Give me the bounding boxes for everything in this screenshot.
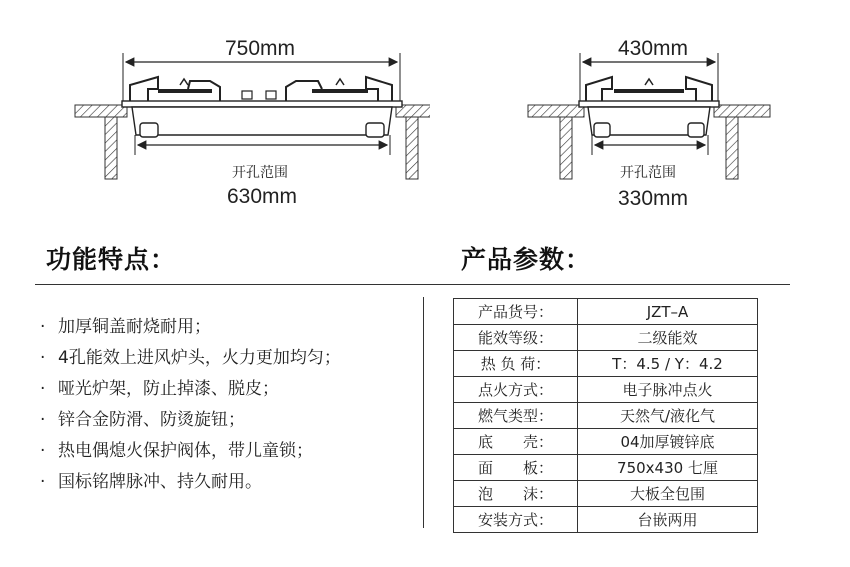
spec-value: 台嵌两用 [578,507,758,533]
spec-value: 天然气/液化气 [578,403,758,429]
feature-text: 国标铭牌脉冲、持久耐用。 [58,472,262,492]
bullet: · [40,410,46,430]
small-hole-label: 开孔范围 [620,165,676,181]
spec-key: 热 负 荷： [454,351,578,377]
feature-text: 锌合金防滑、防烫旋钮； [58,410,245,430]
table-row [454,325,758,351]
features-heading: 功能特点： [46,245,177,274]
section-divider [35,284,790,285]
large-width-label: 750mm [225,37,296,60]
hole-dimension-line [592,135,708,155]
spec-value: 04加厚镀锌底 [578,429,758,455]
table-row [454,507,758,533]
small-width-label: 430mm [618,37,689,60]
burners [130,77,392,101]
stove-body [579,101,719,137]
feature-text: 哑光炉架，防止掉漆、脱皮； [58,379,279,399]
large-hole-label: 开孔范围 [232,165,288,181]
spec-table [453,298,758,533]
table-row [454,429,758,455]
feature-text: 加厚铜盖耐烧耐用； [58,317,211,337]
feature-item [40,436,420,467]
stove-body [122,101,402,137]
spec-value: JZT–A [578,299,758,325]
spec-key: 泡 沫： [454,481,578,507]
spec-value: 二级能效 [578,325,758,351]
feature-item [40,312,420,343]
spec-key: 面 板： [454,455,578,481]
feature-item [40,374,420,405]
spec-key: 底 壳： [454,429,578,455]
spec-value: 750x430 七厘 [578,455,758,481]
large-hole-width-label: 630mm [227,185,298,208]
specs-heading: 产品参数： [461,245,592,274]
table-row [454,299,758,325]
feature-text: 热电偶熄火保护阀体，带儿童锁； [58,441,313,461]
hole-dimension-line [135,135,390,155]
feature-text: 4孔能效上进风炉头，火力更加均匀； [58,348,341,368]
feature-item [40,467,420,498]
bullet: · [40,317,46,337]
burner [586,77,712,101]
spec-value: 大板全包围 [578,481,758,507]
spec-key: 能效等级： [454,325,578,351]
table-row [454,481,758,507]
table-row [454,455,758,481]
bullet: · [40,348,46,368]
spec-key: 点火方式： [454,377,578,403]
bullet: · [40,472,46,492]
feature-item [40,343,420,374]
bullet: · [40,379,46,399]
table-row [454,351,758,377]
spec-key: 安装方式： [454,507,578,533]
spec-key: 燃气类型： [454,403,578,429]
feature-item [40,405,420,436]
small-hole-width-label: 330mm [618,187,689,210]
spec-value: T：4.5 / Y：4.2 [578,351,758,377]
features-list [40,312,420,498]
table-row [454,377,758,403]
column-divider [423,297,424,528]
table-row [454,403,758,429]
spec-key: 产品货号： [454,299,578,325]
spec-value: 电子脉冲点火 [578,377,758,403]
bullet: · [40,441,46,461]
